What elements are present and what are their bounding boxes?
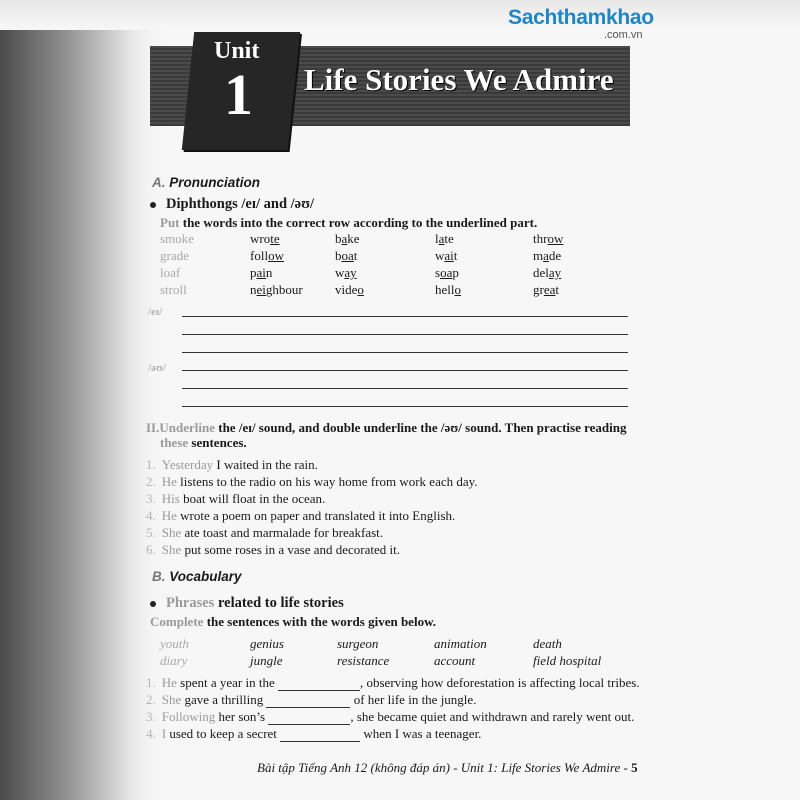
sentence-text: put some roses in a vase and decorated it. — [181, 542, 401, 557]
word-bank-item: account — [434, 653, 476, 668]
sentence-text: ate toast and marmalade for breakfast. — [181, 525, 384, 540]
answer-line — [182, 388, 628, 389]
item-lead: He — [161, 675, 177, 690]
sentence-number: 1. — [146, 457, 156, 472]
sentence-item — [146, 542, 400, 558]
answer-row-label-ou: /əʊ/ — [148, 362, 166, 374]
item-lead: She — [161, 692, 182, 707]
word-bank-item: diary — [160, 653, 188, 668]
phrases-subheading-lead: Phrases — [166, 595, 215, 611]
item-before: spent a year in the — [176, 675, 278, 690]
sentence-lead: He — [161, 508, 177, 523]
section-a-letter: A. — [152, 175, 166, 190]
item-lead: I — [161, 726, 167, 741]
vocab-instruction — [150, 614, 436, 630]
word-cell: soap — [435, 265, 459, 280]
phrases-subheading-rest: related to life stories — [214, 595, 344, 611]
page-footer — [257, 760, 638, 776]
item-after: of her life in the jungle. — [350, 692, 477, 707]
section-a-title: Pronunciation — [169, 175, 261, 190]
diphthongs-subheading — [150, 196, 314, 213]
item-after: when I was a teenager. — [360, 726, 482, 741]
section-a-heading — [152, 175, 260, 190]
fill-in-item — [146, 709, 634, 725]
exercise-2-instruction — [146, 420, 626, 436]
word-cell: wait — [435, 248, 458, 263]
site-logo-domain: .com.vn — [604, 29, 643, 41]
word-cell: throw — [533, 231, 564, 246]
word-bank-item: death — [533, 636, 562, 651]
sentence-lead: His — [161, 491, 180, 506]
item-lead: Following — [161, 709, 216, 724]
bullet-icon — [150, 601, 156, 607]
unit-label: Unit — [214, 38, 260, 64]
word-cell: way — [335, 265, 357, 280]
section-b-title: Vocabulary — [169, 569, 242, 584]
answer-line — [182, 316, 628, 317]
phrases-subheading — [150, 595, 344, 612]
sentence-lead: She — [161, 542, 182, 557]
sentence-lead: He — [161, 474, 177, 489]
vocab-instruction-rest: the sentences with the words given below. — [203, 614, 436, 629]
sentence-number: 3. — [146, 491, 156, 506]
word-bank-item: field hospital — [533, 653, 602, 668]
exercise-2-instruction-rest: the /eɪ/ sound, and double underline the /əʊ/ sound. Then practise reading — [215, 420, 627, 435]
word-cell: video — [335, 282, 364, 297]
item-number: 1. — [146, 675, 156, 690]
unit-title: Life Stories We Admire — [304, 62, 614, 97]
unit-number: 1 — [224, 62, 253, 127]
answer-row-label-ei: /eɪ/ — [148, 306, 163, 318]
exercise-2-number: II. — [146, 420, 160, 435]
item-number: 3. — [146, 709, 156, 724]
word-cell: wrote — [250, 231, 280, 246]
exercise-2-instruction-lead: Underline — [159, 420, 215, 435]
word-bank-item: genius — [250, 636, 284, 651]
sentence-text: I waited in the rain. — [213, 457, 318, 472]
site-logo: Sachthamkhao — [508, 6, 654, 29]
word-bank-item: jungle — [250, 653, 283, 668]
answer-blank[interactable] — [268, 714, 350, 725]
exercise-2-line2-lead: these — [160, 435, 189, 450]
answer-line — [182, 370, 628, 371]
word-cell: smoke — [160, 231, 194, 246]
page-number: 5 — [631, 760, 638, 775]
item-number: 4. — [146, 726, 156, 741]
word-cell: stroll — [160, 282, 187, 297]
section-b-heading — [152, 569, 242, 584]
sentence-item — [146, 491, 325, 507]
sentence-item — [146, 457, 318, 473]
item-before: gave a thrilling — [181, 692, 267, 707]
sentence-text: boat will float in the ocean. — [179, 491, 326, 506]
diphthongs-subheading-text: Diphthongs /eɪ/ and /əʊ/ — [166, 196, 315, 212]
sentence-item — [146, 508, 455, 524]
word-cell: grade — [160, 248, 189, 263]
exercise-1-instruction-lead: Put — [160, 215, 180, 230]
exercise-2-instruction-line2 — [160, 435, 247, 451]
word-cell: boat — [335, 248, 358, 263]
sentence-number: 2. — [146, 474, 156, 489]
word-cell: hello — [435, 282, 461, 297]
section-b-letter: B. — [152, 569, 166, 584]
word-bank-item: youth — [160, 636, 189, 651]
sentence-text: wrote a poem on paper and translated it into English. — [176, 508, 456, 523]
fill-in-item — [146, 675, 640, 691]
footer-text: Bài tập Tiếng Anh 12 (không đáp án) - Unit 1: Life Stories We Admire - — [257, 760, 632, 775]
answer-blank[interactable] — [280, 731, 360, 742]
word-cell: loaf — [160, 265, 181, 280]
word-bank-item: surgeon — [337, 636, 379, 651]
sentence-lead: She — [161, 525, 182, 540]
item-after: , she became quiet and withdrawn and rarely went out. — [350, 709, 635, 724]
sentence-number: 6. — [146, 542, 156, 557]
sentence-text: listens to the radio on his way home from work each day. — [176, 474, 478, 489]
vocab-instruction-lead: Complete — [150, 614, 204, 629]
sentence-item — [146, 525, 383, 541]
word-cell: neighbour — [250, 282, 303, 297]
sentence-number: 5. — [146, 525, 156, 540]
answer-line — [182, 352, 628, 353]
paper-edge — [0, 0, 800, 30]
sentence-number: 4. — [146, 508, 156, 523]
answer-blank[interactable] — [266, 697, 350, 708]
word-cell: bake — [335, 231, 360, 246]
answer-blank[interactable] — [278, 680, 360, 691]
exercise-2-line2-rest: sentences. — [188, 435, 247, 450]
word-bank-item: animation — [434, 636, 487, 651]
exercise-1-instruction — [160, 215, 537, 231]
answer-line — [182, 406, 628, 407]
word-cell: great — [533, 282, 560, 297]
word-cell: made — [533, 248, 562, 263]
item-after: , observing how deforestation is affecting local tribes. — [360, 675, 640, 690]
sentence-item — [146, 474, 478, 490]
word-cell: late — [435, 231, 454, 246]
fill-in-item — [146, 692, 476, 708]
sentence-lead: Yesterday — [161, 457, 214, 472]
word-cell: delay — [533, 265, 562, 280]
word-cell: follow — [250, 248, 284, 263]
item-before: used to keep a secret — [166, 726, 281, 741]
bullet-icon — [150, 202, 156, 208]
answer-line — [182, 334, 628, 335]
exercise-1-instruction-rest: the words into the correct row according to the underlined part. — [179, 215, 538, 230]
item-number: 2. — [146, 692, 156, 707]
word-bank-item: resistance — [337, 653, 390, 668]
fill-in-item — [146, 726, 481, 742]
word-cell: pain — [250, 265, 273, 280]
item-before: her son’s — [215, 709, 269, 724]
